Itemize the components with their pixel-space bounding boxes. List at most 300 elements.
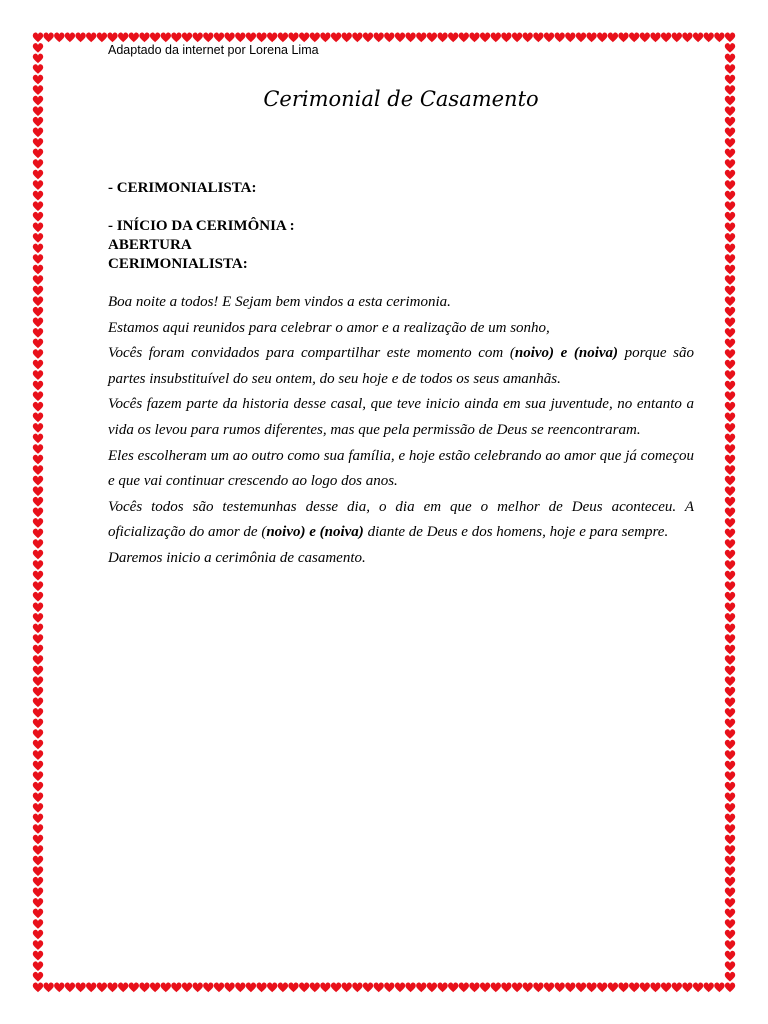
heart-icon — [214, 983, 224, 993]
heart-icon — [533, 33, 543, 43]
heart-icon — [725, 613, 735, 623]
heart-icon — [33, 476, 43, 486]
heart-icon — [618, 983, 628, 993]
heart-icon — [299, 33, 309, 43]
heart-icon — [33, 983, 43, 993]
heart-icon — [224, 33, 234, 43]
heart-icon — [523, 33, 533, 43]
heart-icon — [33, 370, 43, 380]
heart-icon — [650, 983, 660, 993]
heart-icon — [512, 983, 522, 993]
heart-icon — [405, 983, 415, 993]
heart-icon — [33, 803, 43, 813]
heart-icon — [693, 33, 703, 43]
heart-icon — [33, 486, 43, 496]
heart-icon — [725, 961, 735, 971]
heart-icon — [107, 33, 117, 43]
paragraph-3 — [108, 341, 694, 392]
heart-icon — [725, 845, 735, 855]
heart-icon — [416, 33, 426, 43]
heart-icon — [33, 888, 43, 898]
page-title: Cerimonial de Casamento — [263, 87, 539, 111]
heart-icon — [693, 983, 703, 993]
heart-icon — [320, 33, 330, 43]
heart-icon — [33, 835, 43, 845]
heart-icon — [704, 983, 714, 993]
heart-icon — [704, 33, 714, 43]
heart-icon — [725, 624, 735, 634]
heart-icon — [725, 391, 735, 401]
heart-icon — [33, 613, 43, 623]
heart-icon — [725, 729, 735, 739]
heart-icon — [533, 983, 543, 993]
heart-icon — [725, 244, 735, 254]
heart-icon — [256, 33, 266, 43]
heart-icon — [33, 518, 43, 528]
heart-icon — [33, 423, 43, 433]
heart-icon — [33, 771, 43, 781]
heart-icon — [576, 983, 586, 993]
heart-icon — [33, 793, 43, 803]
heart-icon — [235, 33, 245, 43]
heart-icon — [448, 983, 458, 993]
heart-icon — [672, 33, 682, 43]
heart-icon — [725, 349, 735, 359]
paragraph-7: Daremos inicio a cerimônia de casamento. — [108, 549, 366, 566]
heart-icon — [182, 33, 192, 43]
heart-icon — [161, 33, 171, 43]
heart-icon — [725, 307, 735, 317]
heart-icon — [725, 571, 735, 581]
heart-icon — [33, 149, 43, 159]
heart-icon — [725, 328, 735, 338]
heart-icon — [725, 655, 735, 665]
heart-icon — [33, 444, 43, 454]
heart-icon — [608, 983, 618, 993]
heart-icon — [586, 33, 596, 43]
heart-icon — [33, 265, 43, 275]
heart-icon — [725, 402, 735, 412]
heart-icon — [33, 223, 43, 233]
heart-icon — [33, 328, 43, 338]
heart-icon — [725, 465, 735, 475]
heart-icon — [33, 782, 43, 792]
heart-icon — [33, 360, 43, 370]
heart-icon — [725, 85, 735, 95]
heart-icon — [33, 296, 43, 306]
heart-icon — [33, 307, 43, 317]
heart-icon — [437, 33, 447, 43]
heart-icon — [150, 983, 160, 993]
heart-icon — [725, 318, 735, 328]
heart-icon — [725, 233, 735, 243]
heart-icon — [597, 983, 607, 993]
heart-icon — [725, 866, 735, 876]
heart-icon — [725, 75, 735, 85]
heart-icon — [725, 212, 735, 222]
heart-icon — [288, 983, 298, 993]
ceremony-text — [108, 290, 694, 572]
paragraph-3-end: porque são partes insubstituível do seu ontem, do seu hoje e de todos os seus amanhãs. — [108, 345, 694, 387]
heart-icon — [214, 33, 224, 43]
heart-icon — [33, 866, 43, 876]
paragraph-6 — [108, 495, 694, 546]
heart-icon — [33, 845, 43, 855]
heart-icon — [43, 33, 53, 43]
heart-icon — [491, 983, 501, 993]
heart-icon — [33, 159, 43, 169]
heart-icon — [97, 33, 107, 43]
heart-icon — [33, 634, 43, 644]
heart-icon — [427, 33, 437, 43]
heart-icon — [725, 96, 735, 106]
heart-icon — [33, 898, 43, 908]
heart-icon — [33, 402, 43, 412]
heart-icon — [544, 33, 554, 43]
heart-icon — [33, 909, 43, 919]
heart-icon — [267, 983, 277, 993]
heart-icon — [374, 33, 384, 43]
heart-icon — [256, 983, 266, 993]
heart-icon — [725, 444, 735, 454]
heart-icon — [33, 85, 43, 95]
heart-icon — [725, 888, 735, 898]
heart-icon — [725, 761, 735, 771]
heading-cerimonialista: CERIMONIALISTA: — [108, 256, 248, 272]
heart-icon — [33, 413, 43, 423]
couple-names-2: noivo) e (noiva) — [266, 524, 364, 541]
heart-icon — [725, 275, 735, 285]
heart-icon — [33, 877, 43, 887]
heart-icon — [33, 687, 43, 697]
heart-icon — [661, 983, 671, 993]
heart-icon — [246, 983, 256, 993]
heart-icon — [725, 265, 735, 275]
heart-icon — [725, 360, 735, 370]
heart-icon — [725, 497, 735, 507]
heart-icon — [331, 983, 341, 993]
heart-icon — [33, 434, 43, 444]
heart-icon — [267, 33, 277, 43]
heart-icon — [725, 560, 735, 570]
heart-icon — [33, 708, 43, 718]
heart-icon — [33, 244, 43, 254]
heart-icon — [33, 318, 43, 328]
heart-icon — [278, 983, 288, 993]
heart-icon — [480, 983, 490, 993]
heart-icon — [43, 983, 53, 993]
heart-icon — [33, 233, 43, 243]
heart-icon — [33, 856, 43, 866]
heart-icon — [725, 201, 735, 211]
heart-icon — [33, 750, 43, 760]
heart-icon — [33, 381, 43, 391]
heart-icon — [139, 33, 149, 43]
heart-icon — [725, 434, 735, 444]
heart-icon — [725, 254, 735, 264]
heart-icon — [33, 75, 43, 85]
heart-icon — [725, 413, 735, 423]
heart-icon — [33, 339, 43, 349]
paragraph-4: Vocês fazem parte da historia desse casal, que teve inicio ainda em sua juventude, no entanto a vida os levou para rumos diferentes, mas que pela permissão de Deus se reencontraram. — [108, 396, 694, 438]
heart-icon — [725, 687, 735, 697]
heart-icon — [363, 983, 373, 993]
heart-icon — [725, 370, 735, 380]
heart-icon — [33, 180, 43, 190]
heart-icon — [725, 909, 735, 919]
heart-icon — [725, 296, 735, 306]
heart-icon — [33, 191, 43, 201]
heart-icon — [54, 33, 64, 43]
heart-icon — [725, 518, 735, 528]
heart-icon — [672, 983, 682, 993]
heart-icon — [33, 539, 43, 549]
heart-icon — [33, 951, 43, 961]
heart-icon — [33, 940, 43, 950]
heart-icon — [725, 856, 735, 866]
heart-icon — [725, 423, 735, 433]
heart-icon — [501, 33, 511, 43]
heart-icon — [33, 676, 43, 686]
heart-icon — [182, 983, 192, 993]
heart-icon — [725, 106, 735, 116]
heart-icon — [118, 983, 128, 993]
heart-icon — [725, 64, 735, 74]
heart-icon — [203, 983, 213, 993]
heart-icon — [33, 54, 43, 64]
heart-icon — [171, 983, 181, 993]
heart-icon — [33, 624, 43, 634]
heart-icon — [725, 339, 735, 349]
heart-icon — [725, 814, 735, 824]
heart-icon — [129, 983, 139, 993]
heart-icon — [75, 983, 85, 993]
heart-icon — [33, 972, 43, 982]
heart-icon — [725, 645, 735, 655]
heart-icon — [331, 33, 341, 43]
paragraph-6-start: Vocês todos são testemunhas desse dia, o dia em que o melhor de Deus aconteceu. A oficialização do amor de ( — [108, 498, 694, 541]
heart-icon — [725, 771, 735, 781]
heart-icon — [161, 983, 171, 993]
heart-icon — [97, 983, 107, 993]
heart-icon — [320, 983, 330, 993]
heart-icon — [129, 33, 139, 43]
paragraph-1: Boa noite a todos! E Sejam bem vindos a esta cerimonia. — [108, 294, 451, 310]
heart-icon — [714, 983, 724, 993]
paragraph-6-end: diante de Deus e dos homens, hoje e para sempre. — [363, 524, 669, 541]
heart-icon — [33, 391, 43, 401]
heart-icon — [384, 33, 394, 43]
heart-icon — [384, 983, 394, 993]
heart-icon — [725, 149, 735, 159]
heart-icon — [33, 761, 43, 771]
heart-icon — [597, 33, 607, 43]
heart-icon — [33, 201, 43, 211]
heart-icon — [480, 33, 490, 43]
heart-icon — [725, 128, 735, 138]
heart-icon — [725, 793, 735, 803]
heart-icon — [437, 983, 447, 993]
heart-icon — [725, 951, 735, 961]
heart-icon — [725, 455, 735, 465]
heart-icon — [725, 592, 735, 602]
heart-icon — [629, 983, 639, 993]
heart-icon — [725, 117, 735, 127]
heart-icon — [725, 54, 735, 64]
heart-icon — [725, 719, 735, 729]
heart-icon — [725, 43, 735, 53]
heart-icon — [682, 33, 692, 43]
heart-icon — [501, 983, 511, 993]
heart-icon — [725, 930, 735, 940]
heart-icon — [86, 33, 96, 43]
heart-icon — [469, 983, 479, 993]
heart-icon — [682, 983, 692, 993]
heart-icon — [193, 33, 203, 43]
heart-icon — [714, 33, 724, 43]
heart-icon — [310, 33, 320, 43]
heart-icon — [608, 33, 618, 43]
heart-icon — [33, 508, 43, 518]
heart-icon — [118, 33, 128, 43]
heart-icon — [427, 983, 437, 993]
heart-icon — [725, 603, 735, 613]
heart-icon — [725, 782, 735, 792]
heart-icon — [725, 750, 735, 760]
heart-icon — [33, 719, 43, 729]
heart-icon — [459, 983, 469, 993]
heart-icon — [725, 381, 735, 391]
heart-icon — [33, 666, 43, 676]
heart-icon — [725, 919, 735, 929]
heart-icon — [725, 983, 735, 993]
heart-icon — [33, 212, 43, 222]
heart-icon — [33, 117, 43, 127]
heart-icon — [363, 33, 373, 43]
heart-icon — [395, 983, 405, 993]
heart-icon — [725, 676, 735, 686]
heart-icon — [640, 983, 650, 993]
heart-icon — [725, 740, 735, 750]
heart-icon — [33, 581, 43, 591]
heart-icon — [65, 983, 75, 993]
heart-icon — [33, 96, 43, 106]
heart-icon — [33, 33, 43, 43]
heart-icon — [33, 286, 43, 296]
heart-icon — [725, 191, 735, 201]
heart-icon — [555, 33, 565, 43]
heart-icon — [33, 961, 43, 971]
heart-icon — [650, 33, 660, 43]
heart-icon — [299, 983, 309, 993]
credit-line: Adaptado da internet por Lorena Lima — [108, 43, 319, 57]
heart-icon — [171, 33, 181, 43]
heart-icon — [33, 254, 43, 264]
heart-icon — [725, 529, 735, 539]
heart-icon — [725, 180, 735, 190]
heart-icon — [523, 983, 533, 993]
heart-icon — [75, 33, 85, 43]
heart-icon — [725, 698, 735, 708]
heart-icon — [459, 33, 469, 43]
heart-icon — [725, 159, 735, 169]
heart-icon — [576, 33, 586, 43]
heart-icon — [725, 972, 735, 982]
heart-icon — [33, 824, 43, 834]
heart-icon — [512, 33, 522, 43]
heart-icon — [725, 581, 735, 591]
heart-icon — [629, 33, 639, 43]
heart-icon — [725, 877, 735, 887]
heart-icon — [224, 983, 234, 993]
heart-icon — [33, 106, 43, 116]
heart-icon — [640, 33, 650, 43]
heart-icon — [235, 983, 245, 993]
heart-icon — [725, 223, 735, 233]
heart-icon — [725, 835, 735, 845]
heart-icon — [555, 983, 565, 993]
heart-icon — [342, 983, 352, 993]
heart-icon — [33, 571, 43, 581]
heart-icon — [725, 170, 735, 180]
paragraph-3-start: Vocês foram convidados para compartilhar este momento com ( — [108, 345, 515, 362]
heart-icon — [725, 539, 735, 549]
heart-icon — [310, 983, 320, 993]
heart-icon — [469, 33, 479, 43]
heart-icon — [725, 666, 735, 676]
heart-icon — [33, 919, 43, 929]
heart-icon — [33, 465, 43, 475]
heart-icon — [352, 33, 362, 43]
heart-icon — [725, 634, 735, 644]
heart-icon — [33, 349, 43, 359]
heading-abertura: ABERTURA — [108, 237, 192, 253]
heart-icon — [725, 940, 735, 950]
heart-icon — [725, 898, 735, 908]
heart-icon — [565, 33, 575, 43]
heart-icon — [725, 803, 735, 813]
heart-icon — [725, 33, 735, 43]
heart-icon — [661, 33, 671, 43]
heart-icon — [33, 550, 43, 560]
heart-icon — [416, 983, 426, 993]
heart-icon — [150, 33, 160, 43]
paragraph-5: Eles escolheram um ao outro como sua família, e hoje estão celebrando ao amor que já começou e que vai continuar crescendo ao logo dos anos. — [108, 447, 694, 490]
heart-icon — [33, 64, 43, 74]
heart-icon — [725, 486, 735, 496]
heart-icon — [33, 497, 43, 507]
heart-icon — [65, 33, 75, 43]
heart-icon — [618, 33, 628, 43]
heart-icon — [33, 560, 43, 570]
heart-icon — [203, 33, 213, 43]
heart-icon — [33, 529, 43, 539]
heart-icon — [33, 128, 43, 138]
heart-icon — [33, 930, 43, 940]
heart-icon — [352, 983, 362, 993]
heart-icon — [725, 708, 735, 718]
heart-icon — [725, 824, 735, 834]
heart-icon — [33, 138, 43, 148]
heart-icon — [33, 275, 43, 285]
heart-icon — [725, 138, 735, 148]
heart-icon — [288, 33, 298, 43]
heart-icon — [33, 592, 43, 602]
couple-names-1: noivo) e (noiva) — [514, 345, 619, 362]
heart-icon — [33, 698, 43, 708]
heart-icon — [33, 645, 43, 655]
heart-icon — [33, 740, 43, 750]
